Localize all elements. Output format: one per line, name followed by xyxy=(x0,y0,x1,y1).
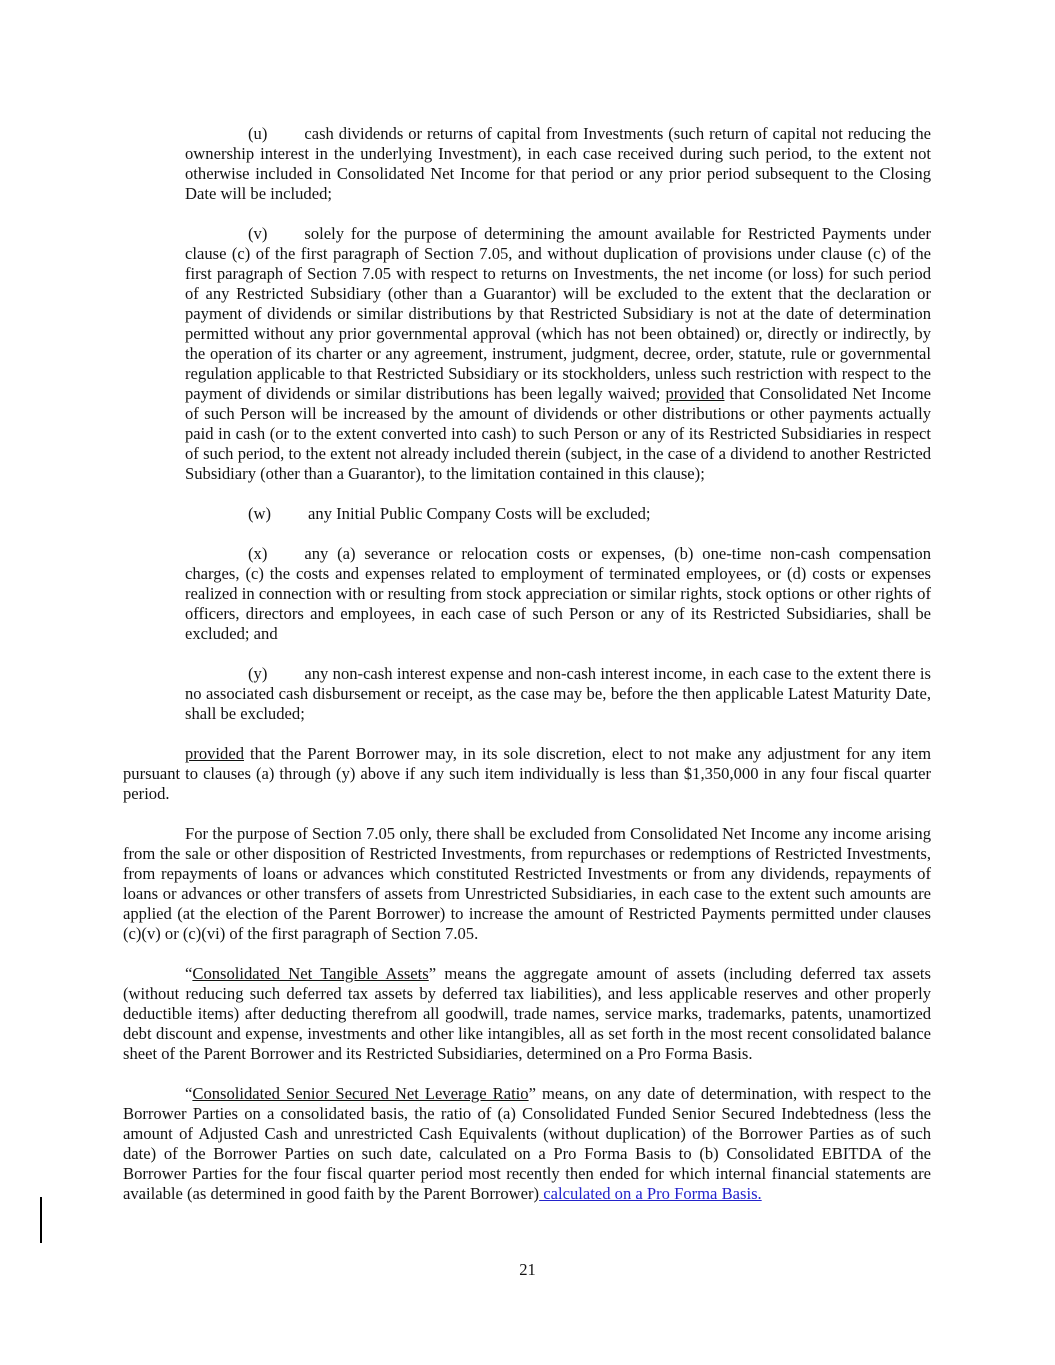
text-segment: cash dividends or returns of capital from Investments (such return of capital not reducing the ownership interest in the underlying Investment), in each case received during such period, to the extent not otherwise included in Consolidated Net Income for that period or any prior period subsequent to the Closing Date will be included; xyxy=(185,124,931,203)
text-segment: that Consolidated Net Income of such Person will be increased by the amount of dividends or other distributions or other payments actually paid in cash (or to the extent converted into cash) to such Person or any of its Restricted Subsidiaries in respect of such period, to the extent not already included therein (subject, in the case of a dividend to another Restricted Subsidiary (other than a Guarantor), to the limitation contained in this clause); xyxy=(185,384,931,483)
change-bar xyxy=(40,1197,42,1243)
text-segment: any Initial Public Company Costs will be excluded; xyxy=(308,504,651,523)
clause-paragraph-w xyxy=(185,504,931,524)
defined-term: provided xyxy=(665,384,725,403)
defined-term: Consolidated Senior Secured Net Leverage Ratio xyxy=(192,1084,529,1103)
body-paragraph-6 xyxy=(123,824,931,944)
clause-label: (y) xyxy=(248,664,268,683)
document-body xyxy=(123,124,931,1224)
text-segment: any (a) severance or relocation costs or expenses, (b) one-time non-cash compensation charges, (c) the costs and expenses related to employment of terminated employees, or (d) costs or expenses realized in connection with or resulting from stock appreciation or similar rights, stock options or other rights of officers, directors and employees, in each case of such Person or any of its Restricted Subsidiaries, shall be excluded; and xyxy=(185,544,931,643)
defined-term: provided xyxy=(185,744,244,763)
text-segment: “ xyxy=(185,964,193,983)
clause-label: (v) xyxy=(248,224,268,243)
body-paragraph-8 xyxy=(123,1084,931,1204)
clause-paragraph-v xyxy=(185,224,931,484)
inserted-text: calculated on a Pro Forma Basis. xyxy=(539,1184,762,1203)
text-segment: that the Parent Borrower may, in its sole discretion, elect to not make any adjustment for any item pursuant to clauses (a) through (y) above if any such item individually is less than $1,350,000 in any four fiscal quarter period. xyxy=(123,744,931,803)
clause-label: (u) xyxy=(248,124,268,143)
body-paragraph-5 xyxy=(123,744,931,804)
defined-term: Consolidated Net Tangible Assets xyxy=(192,964,429,983)
page-number: 21 xyxy=(519,1260,536,1279)
text-segment: For the purpose of Section 7.05 only, there shall be excluded from Consolidated Net Income any income arising from the sale or other disposition of Restricted Investments, from repurchases or redemptions of Restricted Investments, from repayments of loans or advances which constituted Restricted Investments or from any dividends, repayments of loans or advances or other transfers of assets from Unrestricted Subsidiaries, in each case to the extent such amounts are applied (at the election of the Parent Borrower) to increase the amount of Restricted Payments permitted under clauses (c)(v) or (c)(vi) of the first paragraph of Section 7.05. xyxy=(123,824,931,943)
clause-paragraph-u xyxy=(185,124,931,204)
text-segment: solely for the purpose of determining the amount available for Restricted Payments under clause (c) of the first paragraph of Section 7.05, and without duplication of provisions under clause (c) of the first paragraph of Section 7.05 with respect to returns on Investments, the net income (or loss) for such period of any Restricted Subsidiary (other than a Guarantor) will be excluded to the extent that the declaration or payment of dividends or similar distributions by that Restricted Subsidiary is not at the date of determination permitted without any prior governmental approval (which has not been obtained) or, directly or indirectly, by the operation of its charter or any agreement, instrument, judgment, decree, order, statute, rule or governmental regulation applicable to that Restricted Subsidiary or its stockholders, unless such restriction with respect to the payment of dividends or similar distributions has been legally waived; xyxy=(185,224,931,403)
clause-label: (x) xyxy=(248,544,268,563)
text-segment: “ xyxy=(185,1084,193,1103)
clause-paragraph-y xyxy=(185,664,931,724)
body-paragraph-7 xyxy=(123,964,931,1064)
text-segment: ” means, on any date of determination, with respect to the Borrower Parties on a consolidated basis, the ratio of (a) Consolidated Funded Senior Secured Indebtedness (less the amount of Adjusted Cash and unrestricted Cash Equivalents (without duplication) of the Borrower Parties as of such date) of the Borrower Parties on such date, calculated on a Pro Forma Basis to (b) Consolidated EBITDA of the Borrower Parties for the four fiscal quarter period most recently then ended for which internal financial statements are available (as determined in good faith by the Parent Borrower) xyxy=(123,1084,931,1203)
clause-label: (w) xyxy=(248,504,272,523)
text-segment: ” means the aggregate amount of assets (including deferred tax assets (without reducing such deferred tax assets by deferred tax liabilities), and less applicable reserves and other properly deductible items) after deducting therefrom all goodwill, trade names, service marks, trademarks, patents, unamortized debt discount and expense, investments and other like intangibles, all as set forth in the most recent consolidated balance sheet of the Parent Borrower and its Restricted Subsidiaries, determined on a Pro Forma Basis. xyxy=(123,964,931,1063)
clause-paragraph-x xyxy=(185,544,931,644)
text-segment: any non-cash interest expense and non-cash interest income, in each case to the extent there is no associated cash disbursement or receipt, as the case may be, before the then applicable Latest Maturity Date, shall be excluded; xyxy=(185,664,931,723)
